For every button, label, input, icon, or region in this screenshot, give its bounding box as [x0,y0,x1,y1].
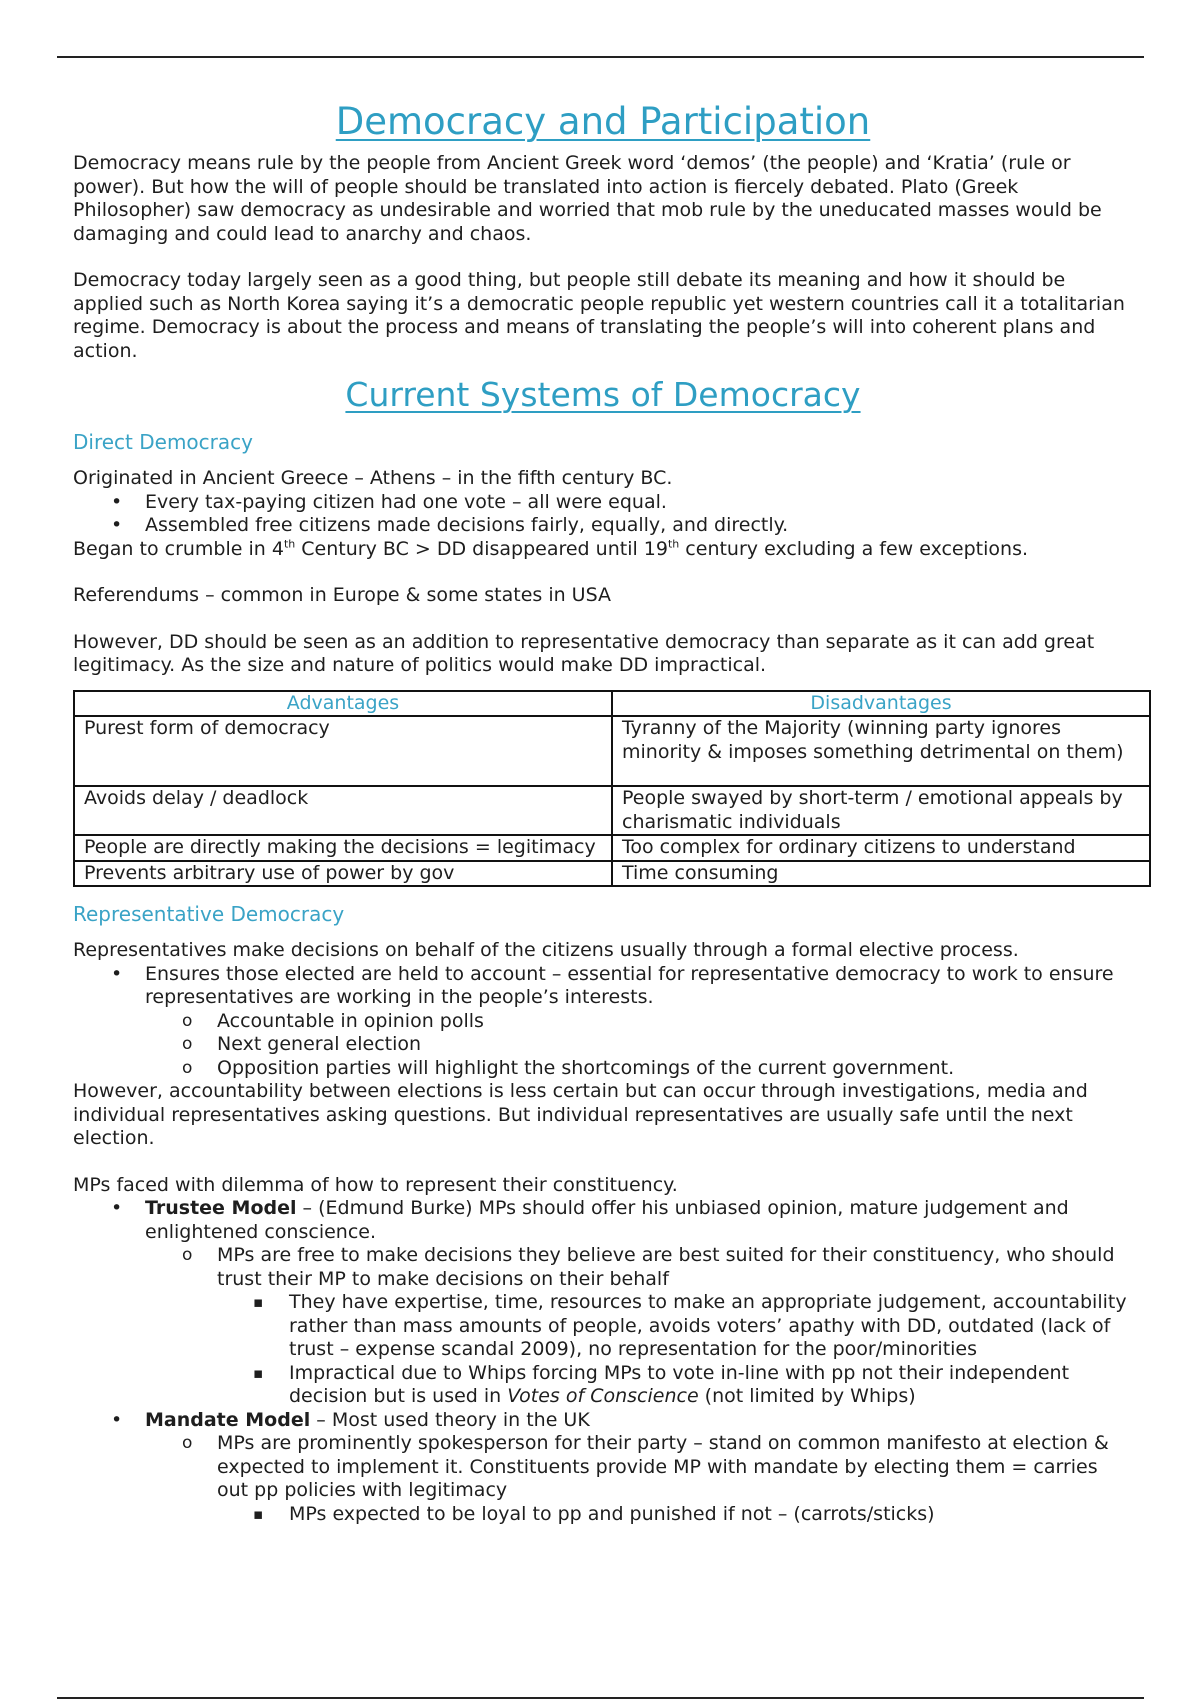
table-header-row [74,691,1150,717]
table-header-disadvantages: Disadvantages [612,691,1150,717]
list-item: ▪ MPs expected to be loyal to pp and punished if not – (carrots/sticks) [253,1502,935,1525]
direct-bullets [73,491,1133,538]
circle-marker: o [182,1034,193,1054]
section-title: Current Systems of Democracy [345,375,861,414]
circle-marker: o [182,1057,193,1078]
table-cell: Prevents arbitrary use of power by gov [74,861,612,887]
table-cell: People are directly making the decisions = legitimacy [74,835,612,861]
square-marker: ▪ [253,1363,264,1382]
mandate-sub-list [145,1432,1133,1526]
circle-marker: o [182,1433,193,1453]
representative-bullets [73,963,1133,1081]
intro-paragraph-2: Democracy today largely seen as a good thing, but people still debate its meaning and how it should be applied such as North Korea saying it’s a democratic people republic yet western countries call it a totalitarian regime. Democracy is about the process and means of translating the people’s will into coherent plans and action. [73,269,1125,362]
square-marker: ▪ [253,1293,264,1311]
mandate-label: Mandate Model [145,1408,311,1431]
direct-crumble: Began to crumble in 4th Century BC > DD disappeared until 19th century excluding a few exceptions. [73,537,1029,560]
table-cell: Too complex for ordinary citizens to understand [612,835,1150,861]
trustee-sub-list [145,1244,1133,1409]
list-item: • Ensures those elected are held to account – essential for representative democracy to work to ensure representatives are working in the people’s interests. o Accountable in opinion polls o Next general election o Opposition parties will highlight the shortcomings of the current government. [73,963,1133,1081]
bullet-marker: • [111,1197,123,1219]
bullet-marker: • [111,962,123,985]
top-rule [57,56,1144,58]
direct-referendums: Referendums – common in Europe & some states in USA [73,584,612,606]
list-item: • Assembled free citizens made decisions fairly, equally, and directly. [111,514,789,536]
trustee-points [217,1291,1133,1409]
list-item: o Opposition parties will highlight the shortcomings of the current government. [182,1056,955,1079]
trustee-label: Trustee Model [145,1197,297,1219]
list-item: o Accountable in opinion polls [182,1009,484,1032]
direct-origin: Originated in Ancient Greece – Athens – in the fifth century BC. [73,467,673,489]
bullet-marker: • [111,1408,123,1431]
list-item: o Next general election [182,1033,422,1055]
circle-marker: o [182,1010,193,1031]
list-item: ▪ They have expertise, time, resources to make an appropriate judgement, accountability rather than mass amounts of people, avoids voters’ apathy with DD, outdated (lack of trust – expense scandal 2009), no representation for the poor/minorities [253,1291,1127,1360]
list-item: ▪ Impractical due to Whips forcing MPs to vote in-line with pp not their independent decision but is used in Votes of Conscience (not limited by Whips) [253,1361,1070,1407]
table-row [74,861,1150,887]
table-row [74,786,1150,835]
table-cell: Tyranny of the Majority (winning party ignores minority & imposes something detrimental on them) [612,716,1150,786]
document-body [73,100,1133,1526]
page-title: Democracy and Participation [335,100,871,143]
table-row [74,835,1150,861]
square-marker: ▪ [253,1504,264,1523]
representative-however: However, accountability between elections is less certain but can occur through investigations, media and individual representatives asking questions. But individual representatives are usually safe until the next election. [73,1080,1088,1149]
representative-democracy-heading: Representative Democracy [73,902,345,926]
mandate-points [217,1503,1133,1527]
list-item: o MPs are free to make decisions they believe are best suited for their constituency, who should trust their MP to make decisions on their behalf ▪ They have expertise, time, resources to make an appropriate judgement, accountability rather than mass amounts of people, avoids voters’ apathy with DD, outdated (lack of trust – expense scandal 2009), no representation for the poor/minorities ▪ Impractical due to Whips forcing MPs to vote in-line with pp not their independent decision but is used in Votes of Conscience (not limited by Whips) [145,1244,1133,1409]
table-cell: Purest form of democracy [74,716,612,786]
mp-dilemma: MPs faced with dilemma of how to represent their constituency. [73,1173,678,1196]
table-row [74,716,1150,786]
bullet-marker: • [111,514,123,536]
votes-of-conscience: Votes of Conscience [507,1385,699,1407]
representative-intro: Representatives make decisions on behalf of the citizens usually through a formal elective process. [73,939,1019,961]
bottom-rule [57,1697,1144,1699]
bullet-marker: • [111,490,123,513]
circle-marker: o [182,1245,193,1265]
table-cell: People swayed by short-term / emotional appeals by charismatic individuals [612,786,1150,835]
direct-democracy-heading: Direct Democracy [73,430,253,454]
trustee-model-item: • Trustee Model – (Edmund Burke) MPs should offer his unbiased opinion, mature judgement and enlightened conscience. o MPs are free to make decisions they believe are best suited for their constituency, who should trust their MP to make decisions on their behalf ▪ They have expertise, time, resources to make an appropriate judgement, accountability rather than mass amounts of people, avoids voters’ apathy with DD, outdated (lack of trust – expense scandal 2009), no representation for the poor/minorities ▪ Impractical due to Whips forcing MPs to vote in-line with pp not their independent decision but is used in Votes of Conscience (not limited by Whips) [73,1197,1133,1409]
table-header-advantages: Advantages [74,691,612,717]
list-item: • Every tax-paying citizen had one vote – all were equal. [111,490,667,513]
table-cell: Avoids delay / deadlock [74,786,612,835]
advantages-table [73,690,1151,888]
table-cell: Time consuming [612,861,1150,887]
mandate-model-item: • Mandate Model – Most used theory in the UK o MPs are prominently spokesperson for their party – stand on common manifesto at election & expected to implement it. Constituents provide MP with mandate by electing them = carries out pp policies with legitimacy ▪ MPs expected to be loyal to pp and punished if not – (carrots/sticks) [73,1409,1133,1527]
accountability-sub-bullets [145,1010,1133,1081]
list-item: o MPs are prominently spokesperson for their party – stand on common manifesto at election & expected to implement it. Constituents provide MP with mandate by electing them = carries out pp policies with legitimacy ▪ MPs expected to be loyal to pp and punished if not – (carrots/sticks) [145,1432,1133,1526]
mp-models [73,1197,1133,1526]
intro-paragraph-1: Democracy means rule by the people from Ancient Greek word ‘demos’ (the people) and ‘Kratia’ (rule or power). But how the will of people should be translated into action is fiercely debated. Plato (Greek Philosopher) saw democracy as undesirable and worried that mob rule by the uneducated masses would be damaging and could lead to anarchy and chaos. [73,152,1102,245]
direct-however: However, DD should be seen as an addition to representative democracy than separate as it can add great legitimacy. As the size and nature of politics would make DD impractical. [73,630,1095,676]
